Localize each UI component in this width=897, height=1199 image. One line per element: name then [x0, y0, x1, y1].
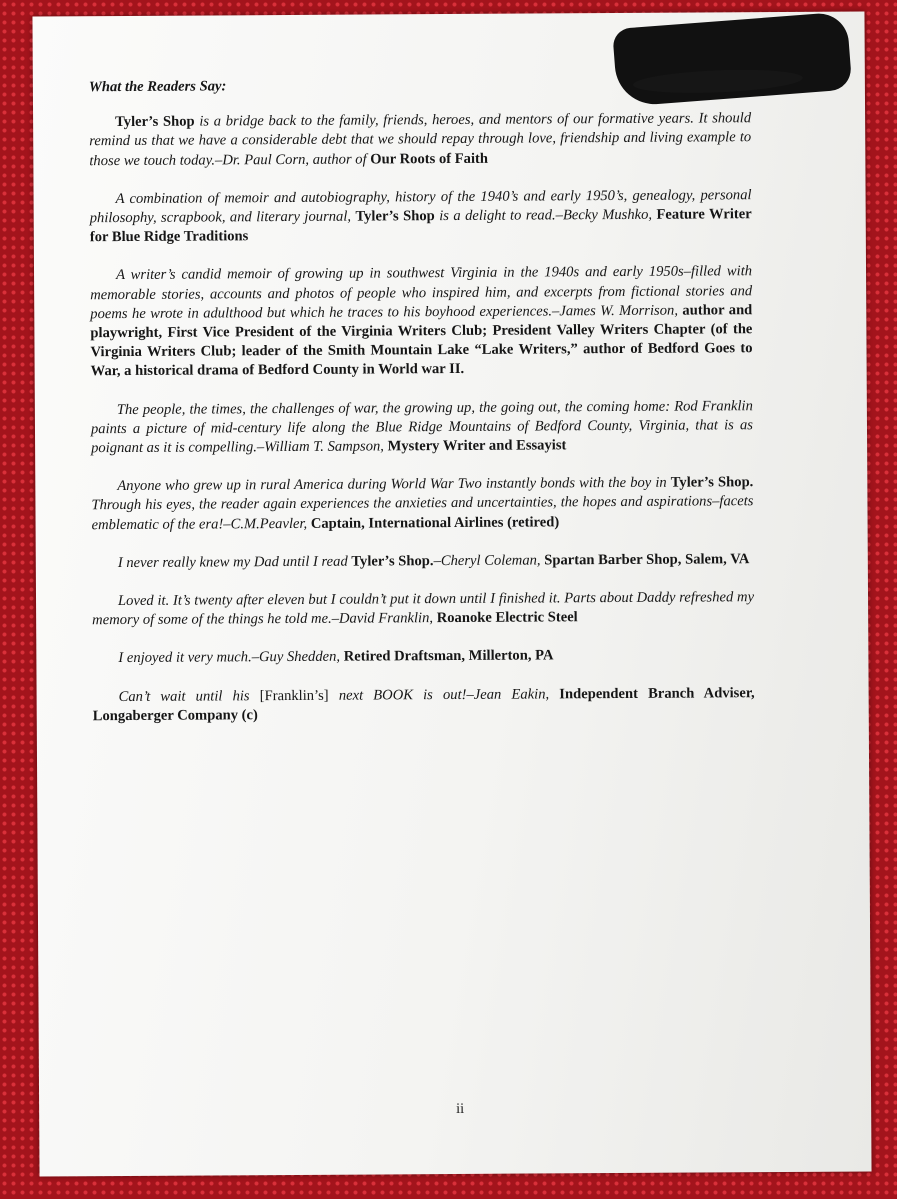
quote-text: Tyler’s Shop. — [670, 474, 754, 491]
quote-text: Independent Branch Adviser, Longaberger Company (c) — [92, 684, 755, 725]
quote-text: Through his eyes, the reader again experiences the anxieties and uncertainties, the hopes and aspirations–facets emblematic of the era!–C.M.Peavler, — [91, 493, 754, 533]
quote-text: Anyone who grew up in rural America during World War Two instantly bonds with the boy in — [117, 474, 671, 495]
quote-text: Can’t wait until his — [118, 687, 260, 705]
quote-text: Tyler’s Shop — [355, 208, 435, 225]
quote-text: The people, the times, the challenges of war, the growing up, the going out, the coming home: Rod Franklin paints a picture of mid-century life along the Blue Ridge Mountains of Bedford County, Virginia, that is as poignant as it is compelling.–William T. Sampson, — [90, 397, 754, 457]
quote-text: Retired Draftsman, Millerton, PA — [343, 647, 554, 666]
section-heading: What the Readers Say: — [88, 78, 227, 96]
quote-paragraph-1 — [89, 109, 751, 171]
quote-paragraph-4 — [91, 397, 753, 459]
quote-text: Loved it. It’s twenty after eleven but I couldn’t put it down until I finished it. Parts about Daddy refreshed my memory of some of the things he told me.–David Franklin, — [92, 589, 755, 629]
quote-paragraph-2 — [90, 186, 752, 248]
quote-text: is a delight to read.–Becky Mushko, — [434, 206, 657, 225]
quote-paragraph-6 — [92, 550, 754, 573]
quote-text: Captain, International Airlines (retired) — [310, 514, 560, 532]
quote-paragraph-5 — [91, 473, 753, 535]
quote-paragraph-8 — [92, 646, 754, 669]
quote-text: Tyler’s Shop. — [351, 552, 434, 570]
page-number: ii — [456, 1100, 465, 1117]
quote-text: Our Roots of Faith — [370, 150, 489, 168]
quote-text: [Franklin’s] — [259, 687, 329, 704]
quote-text: Roanoke Electric Steel — [436, 609, 578, 627]
quote-paragraph-7 — [92, 588, 754, 630]
quote-text: Mystery Writer and Essayist — [387, 437, 567, 455]
quote-text: I enjoyed it very much.–Guy Shedden, — [118, 649, 344, 667]
quote-text: A writer’s candid memoir of growing up in southwest Virginia in the 1940s and early 1950s–filled with memorable stories, accounts and photos of people who inspired him, and excerpts from fictional stories and poems he wrote in adulthood but which he traces to his boyhood experiences.–James W. Morrison, — [90, 263, 753, 323]
quote-paragraph-3 — [90, 263, 753, 382]
page-content — [89, 74, 755, 745]
quote-text: Spartan Barber Shop, Salem, VA — [544, 551, 750, 569]
quote-text: next BOOK is out!–Jean Eakin, — [328, 686, 560, 704]
quote-text: I never really knew my Dad until I read — [117, 553, 352, 571]
quote-text: Tyler’s Shop — [115, 113, 195, 131]
quote-text: Feature Writer for Blue Ridge Traditions — [89, 206, 752, 246]
quote-text: author and playwright, First Vice President of the Virginia Writers Club; President Valley Writers Chapter (of the Virginia Writers Club; leader of the Smith Mountain Lake “Lake Writers,” author of Bedford Goes to War, a historical drama of Bedford County in World war II. — [90, 301, 753, 380]
book-page — [32, 11, 871, 1176]
quote-text: is a bridge back to the family, friends, heroes, and mentors of our formative years. It should remind us that we have a considerable debt that we should repay through love, friendship and living example to those we touch today.–Dr. Paul Corn, author of — [89, 110, 752, 169]
quote-text: –Cheryl Coleman, — [433, 552, 545, 569]
quote-paragraph-9 — [93, 684, 755, 726]
quote-text: A combination of memoir and autobiography, history of the 1940’s and early 1950’s, genealogy, personal philosophy, scrapbook, and literary journal, — [89, 186, 752, 227]
